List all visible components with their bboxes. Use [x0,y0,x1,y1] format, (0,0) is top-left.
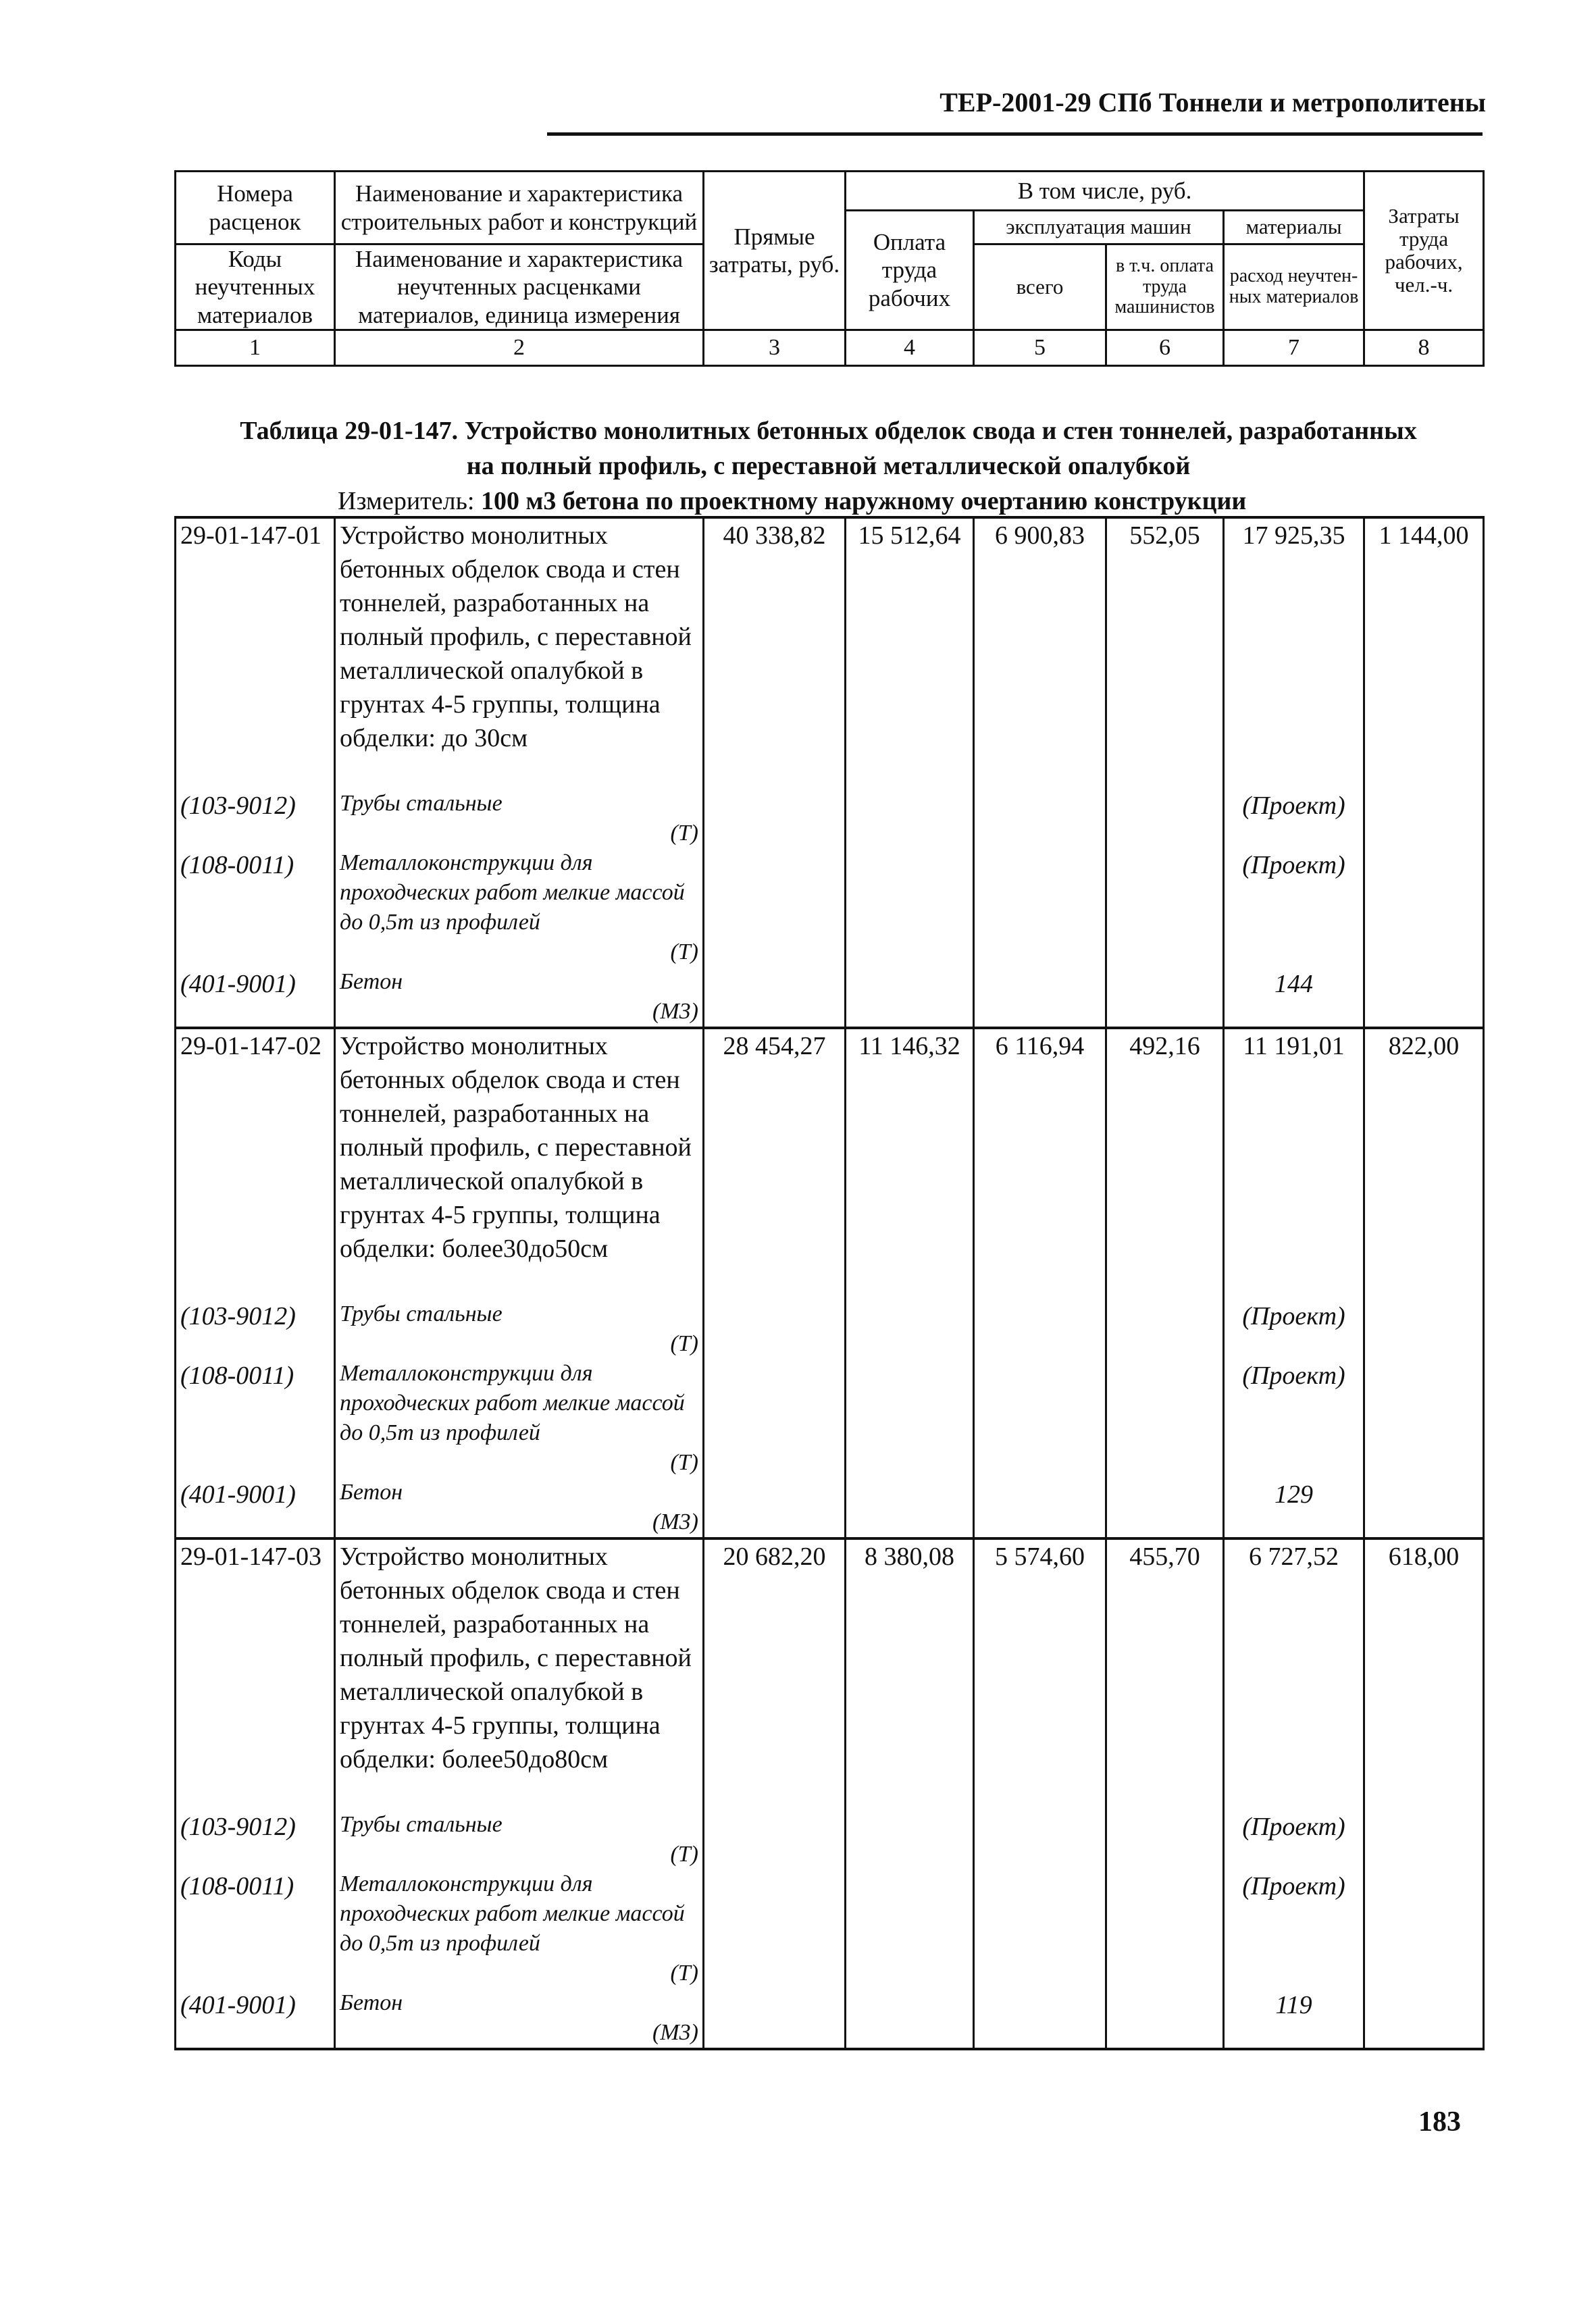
table-row [176,517,1484,789]
labor-hours: 822,00 [1364,1028,1484,1299]
header-materials: материалы [1224,211,1364,244]
resource-unit: (Т) [670,1450,698,1475]
resource-value: (Проект) [1224,1299,1364,1359]
table-caption-line1: Таблица 29-01-147. Устройство монолитных бетонных обделок свода и стен тоннелей, разработанных [240,417,1417,445]
resource-unit: (Т) [670,821,698,846]
resource-code: (108-0011) [176,1869,335,1988]
resource-value: (Проект) [1224,1869,1364,1988]
document-header-title: ТЕР-2001-29 СПб Тоннели и метрополитены [939,87,1486,118]
table-header [174,170,1485,367]
measurement-unit-label: Измеритель: [338,487,475,515]
labor-hours: 1 144,00 [1364,517,1484,789]
header-machines-total: всего [974,244,1106,330]
header-col-number: 4 [846,330,974,365]
resource-row [176,1359,1484,1478]
resource-code: (401-9001) [176,1988,335,2049]
rates-table [174,516,1485,2050]
rate-name: Устройство монолитных бетонных обделок свода и стен тоннелей, разработанных на полный профиль, с переставной металлической опалубкой в грунтах 4-5 группы, толщина обделки: до 30см [335,517,704,789]
header-col-number: 3 [704,330,846,365]
machines-total: 5 574,60 [974,1538,1106,1810]
header-col-number: 2 [335,330,704,365]
header-col-number: 8 [1364,330,1484,365]
direct-costs: 20 682,20 [704,1538,846,1810]
rate-code: 29-01-147-03 [176,1538,335,1810]
header-col-number: 1 [176,330,335,365]
resource-name: Металлоконструкции для проходческих работ мелкие массой до 0,5т из профилей [340,850,685,935]
resource-row [176,1869,1484,1988]
header-direct-costs: Прямые затраты, руб. [704,172,846,330]
resource-row [176,789,1484,848]
header-rate-numbers: Номера расценок [176,172,335,244]
resource-value: 119 [1224,1988,1364,2049]
resource-value: (Проект) [1224,1810,1364,1869]
labor-pay: 11 146,32 [846,1028,974,1299]
resource-name: Металлоконструкции для проходческих работ мелкие массой до 0,5т из профилей [340,1361,685,1445]
resource-name: Трубы стальные [340,1812,503,1837]
resource-name: Металлоконструкции для проходческих работ мелкие массой до 0,5т из профилей [340,1871,685,1956]
resource-value: (Проект) [1224,848,1364,967]
resource-value: (Проект) [1224,789,1364,848]
header-operators-pay: в т.ч. оплата труда машинистов [1106,244,1224,330]
operators-pay: 455,70 [1106,1538,1224,1810]
labor-pay: 8 380,08 [846,1538,974,1810]
resource-name: Бетон [340,1480,403,1505]
header-unaccounted-names: Наименование и характеристика неучтенных расценками материалов, единица измерения [335,244,704,330]
header-labor-hours: Затраты труда рабочих, чел.-ч. [1364,172,1484,330]
rate-code: 29-01-147-01 [176,517,335,789]
materials-cost: 6 727,52 [1224,1538,1364,1810]
resource-value: 129 [1224,1478,1364,1538]
resource-unit: (Т) [670,1842,698,1867]
resource-code: (103-9012) [176,1299,335,1359]
resource-row [176,848,1484,967]
direct-costs: 28 454,27 [704,1028,846,1299]
rate-code: 29-01-147-02 [176,1028,335,1299]
labor-hours: 618,00 [1364,1538,1484,1810]
resource-name: Трубы стальные [340,1301,503,1326]
machines-total: 6 900,83 [974,517,1106,789]
resource-row [176,967,1484,1028]
resource-value: 144 [1224,967,1364,1028]
resource-row [176,1299,1484,1359]
resource-code: (401-9001) [176,967,335,1028]
resource-code: (401-9001) [176,1478,335,1538]
resource-unit: (М3) [652,999,698,1024]
resource-name: Бетон [340,969,403,994]
resource-code: (108-0011) [176,848,335,967]
page-number: 183 [1418,2106,1461,2138]
resource-row [176,1810,1484,1869]
header-including-group: В том числе, руб. [846,172,1364,211]
resource-name: Бетон [340,1990,403,2015]
table-caption-line2: на полный профиль, с переставной металлической опалубкой [466,452,1191,480]
materials-cost: 17 925,35 [1224,517,1364,789]
resource-unit: (М3) [652,1509,698,1534]
operators-pay: 552,05 [1106,517,1224,789]
resource-value: (Проект) [1224,1359,1364,1478]
resource-unit: (Т) [670,1331,698,1356]
header-col-number: 5 [974,330,1106,365]
header-machine-operation: эксплуатация машин [974,211,1224,244]
header-col-number: 6 [1106,330,1224,365]
resource-code: (103-9012) [176,789,335,848]
header-col-number: 7 [1224,330,1364,365]
resource-row [176,1478,1484,1538]
header-unaccounted-codes: Коды неучтенных материалов [176,244,335,330]
resource-unit: (М3) [652,2020,698,2045]
materials-cost: 11 191,01 [1224,1028,1364,1299]
header-divider [547,132,1483,136]
resource-code: (103-9012) [176,1810,335,1869]
header-unaccounted-consumption: расход неучтен-ных материалов [1224,244,1364,330]
direct-costs: 40 338,82 [704,517,846,789]
labor-pay: 15 512,64 [846,517,974,789]
table-row [176,1538,1484,1810]
header-labor-pay: Оплата труда рабочих [846,211,974,330]
rate-name: Устройство монолитных бетонных обделок свода и стен тоннелей, разработанных на полный профиль, с переставной металлической опалубкой в грунтах 4-5 группы, толщина обделки: более50до80см [335,1538,704,1810]
table-row [176,1028,1484,1299]
resource-unit: (Т) [670,939,698,964]
resource-code: (108-0011) [176,1359,335,1478]
measurement-unit-value: 100 м3 бетона по проектному наружному очертанию конструкции [481,487,1247,515]
operators-pay: 492,16 [1106,1028,1224,1299]
resource-unit: (Т) [670,1961,698,1986]
machines-total: 6 116,94 [974,1028,1106,1299]
measurement-unit [338,484,1246,519]
resource-row [176,1988,1484,2049]
header-work-name: Наименование и характеристика строительных работ и конструкций [335,172,704,244]
resource-name: Трубы стальные [340,791,503,816]
rate-name: Устройство монолитных бетонных обделок свода и стен тоннелей, разработанных на полный профиль, с переставной металлической опалубкой в грунтах 4-5 группы, толщина обделки: более30до50см [335,1028,704,1299]
